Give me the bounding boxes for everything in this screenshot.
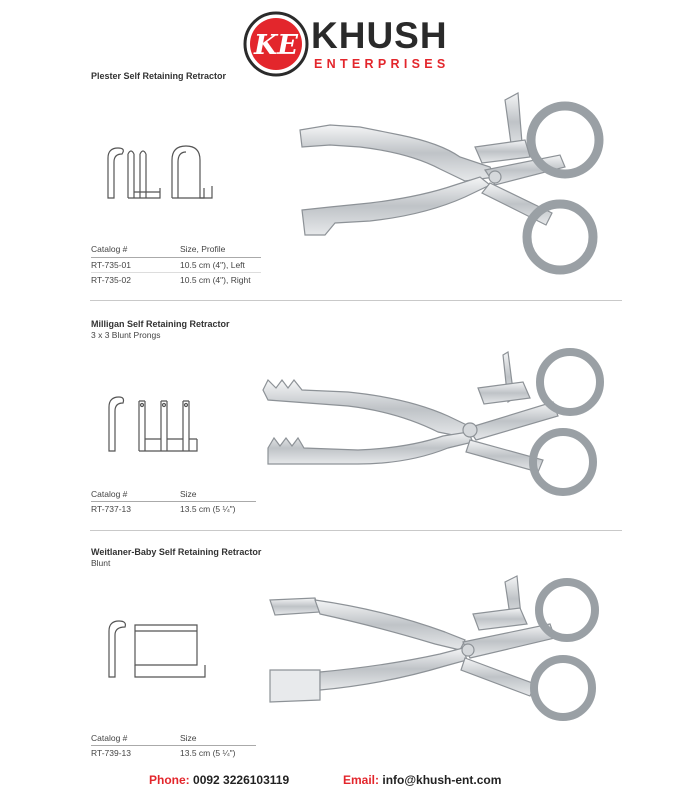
profile-drawing [105, 393, 215, 453]
table-cell: 10.5 cm (4"), Left [180, 260, 245, 270]
table-row-rule [91, 272, 261, 273]
brand-subtitle: ENTERPRISES [314, 57, 450, 71]
section-divider [90, 530, 622, 531]
table-cell: RT-735-01 [91, 260, 132, 270]
brand-name: KHUSH [311, 15, 448, 56]
table-cell: RT-739-13 [91, 748, 132, 758]
retractor-image [290, 85, 620, 275]
phone-label: Phone: [149, 773, 190, 787]
table-header-rule [91, 745, 256, 746]
table-header-rule [91, 501, 256, 502]
retractor-image [258, 340, 638, 500]
table-header-size: Size [180, 489, 197, 499]
retractor-image [265, 570, 625, 730]
table-header-size: Size, Profile [180, 244, 226, 254]
table-cell: RT-737-13 [91, 504, 132, 514]
table-cell: 10.5 cm (4"), Right [180, 275, 251, 285]
logo-monogram: KE [253, 30, 299, 61]
product-subtitle: Blunt [91, 558, 111, 568]
table-cell: 13.5 cm (5 ¼") [180, 748, 236, 758]
table-header-catalog: Catalog # [91, 244, 128, 254]
product-title: Plester Self Retaining Retractor [91, 71, 227, 81]
product-subtitle: 3 x 3 Blunt Prongs [91, 330, 161, 340]
profile-drawing [105, 615, 215, 685]
table-header-catalog: Catalog # [91, 489, 128, 499]
table-header-size: Size [180, 733, 197, 743]
product-title: Weitlaner-Baby Self Retaining Retractor [91, 547, 262, 557]
table-cell: 13.5 cm (5 ¼") [180, 504, 236, 514]
email-address[interactable]: info@khush-ent.com [382, 773, 502, 787]
email-label: Email: [343, 773, 380, 787]
footer-phone [149, 773, 289, 787]
table-header-rule [91, 257, 261, 258]
footer-email [343, 773, 501, 787]
table-cell: RT-735-02 [91, 275, 132, 285]
product-title: Milligan Self Retaining Retractor [91, 319, 230, 329]
section-divider [90, 300, 622, 301]
phone-number[interactable]: 0092 3226103119 [193, 773, 290, 787]
profile-drawing [100, 140, 230, 210]
table-header-catalog: Catalog # [91, 733, 128, 743]
